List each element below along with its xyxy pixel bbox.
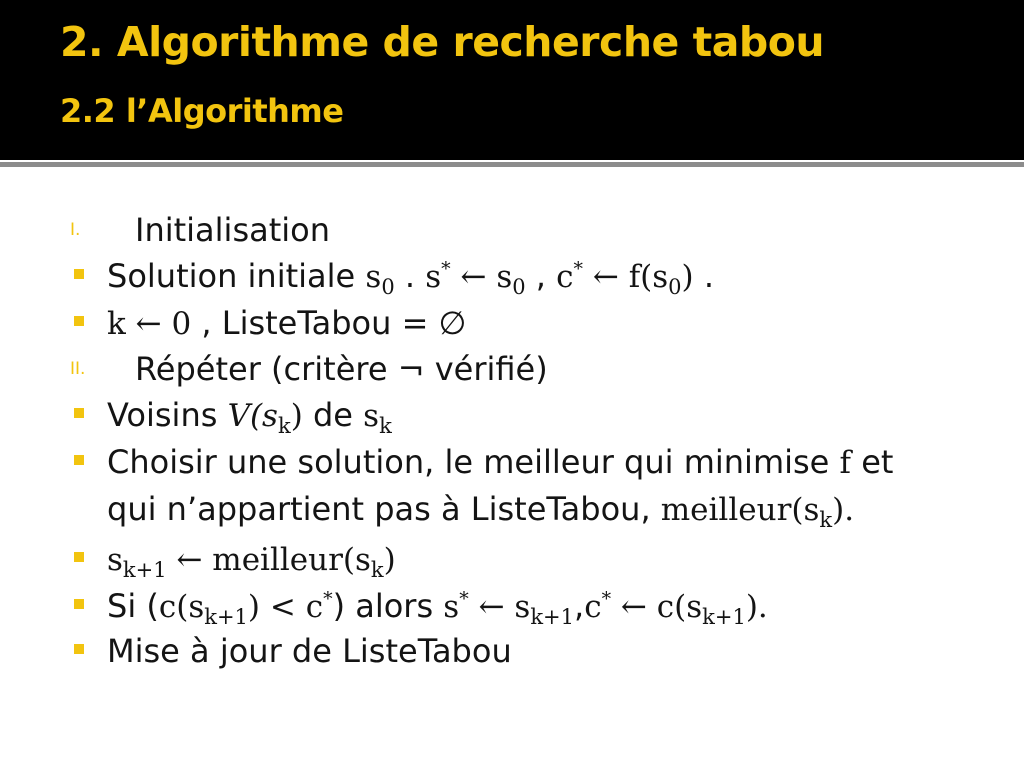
roman-numeral-marker: II. <box>70 359 86 379</box>
item-text-line-1: Choisir une solution, le meilleur qui minimise f et <box>107 443 894 481</box>
square-bullet-icon <box>74 455 84 465</box>
square-bullet-icon <box>74 269 84 279</box>
item-text: Mise à jour de ListeTabou <box>107 632 512 670</box>
item-text: Si $(c(s_{k+1}) < c^*)$ alors s* ← $s_{k+1},c^*$ ← $c(s_{k+1})$. <box>107 587 768 629</box>
roman-numeral-marker: I. <box>70 220 81 240</box>
item-text: Solution initiale $s_0$ . s* ← $s_0$ , c* ← $f(s_0)$ . <box>107 257 714 299</box>
item-text-line-2: qui n’appartient pas à ListeTabou, $meilleur(s_k)$. <box>107 490 855 532</box>
item-text: k ← 0 , ListeTabou = ∅ <box>107 304 467 342</box>
square-bullet-icon <box>74 644 84 654</box>
slide-title: 2. Algorithme de recherche tabou <box>60 18 825 66</box>
square-bullet-icon <box>74 316 84 326</box>
slide-subtitle: 2.2 l’Algorithme <box>60 92 344 130</box>
item-text: Initialisation <box>135 211 331 249</box>
item-text: $s_{k+1}$ ← $meilleur(s_k)$ <box>107 542 396 582</box>
item-text: Voisins $V(s_k)$ de $s_k$ <box>107 396 392 438</box>
square-bullet-icon <box>74 552 84 562</box>
item-text: Répéter (critère ¬ vérifié) <box>135 350 548 388</box>
square-bullet-icon <box>74 408 84 418</box>
square-bullet-icon <box>74 599 84 609</box>
